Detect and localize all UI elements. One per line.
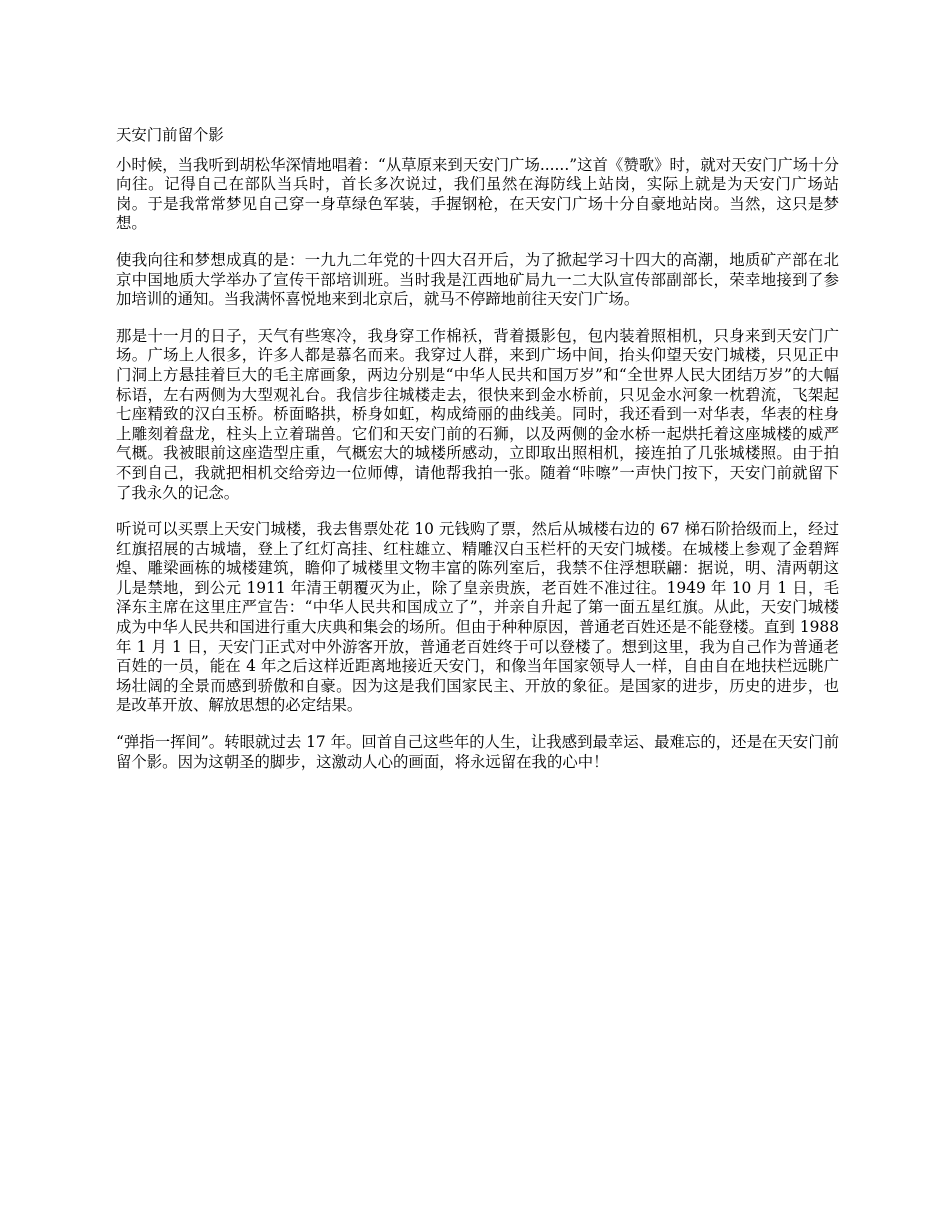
paragraph-1: 小时候，当我听到胡松华深情地唱着：“从草原来到天安门广场......”这首《赞歌》时，就对天安门广场十分向往。记得自己在部队当兵时，首长多次说过，我们虽然在海防线上站岗，实际上就是为天安门广场站岗。于是我常常梦见自己穿一身草绿色军装，手握钢枪，在天安门广场十分自豪地站岗。当然，这只是梦想。 (116, 155, 839, 233)
paragraph-4: 听说可以买票上天安门城楼，我去售票处花 10 元钱购了票，然后从城楼右边的 67 梯石阶拾级而上，经过红旗招展的古城墙，登上了红灯高挂、红柱雄立、精雕汉白玉栏杆的天安门城楼。在城楼上参观了金碧辉煌、雕梁画栋的城楼建筑，瞻仰了城楼里文物丰富的陈列室后，我禁不住浮想联翩：据说，明、清两朝这儿是禁地，到公元 1911 年清王朝覆灭为止，除了皇亲贵族，老百姓不准过往。1949 年 10 月 1 日，毛泽东主席在这里庄严宣告：“中华人民共和国成立了”，并亲自升起了第一面五星红旗。从此，天安门城楼成为中华人民共和国进行重大庆典和集会的场所。但由于种种原因，普通老百姓还是不能登楼。直到 1988 年 1 月 1 日，天安门正式对中外游客开放，普通老百姓终于可以登楼了。想到这里，我为自己作为普通老百姓的一员，能在 4 年之后这样近距离地接近天安门，和像当年国家领导人一样，自由自在地扶栏远眺广场壮阔的全景而感到骄傲和自豪。因为这是我们国家民主、开放的象征。是国家的进步，历史的进步，也是改革开放、解放思想的必定结果。 (116, 520, 839, 715)
paragraph-5: “弹指一挥间”。转眼就过去 17 年。回首自己这些年的人生，让我感到最幸运、最难忘的，还是在天安门前留个影。因为这朝圣的脚步，这激动人心的画面，将永远留在我的心中！ (116, 733, 839, 771)
paragraph-3: 那是十一月的日子，天气有些寒冷，我身穿工作棉袄，背着摄影包，包内装着照相机，只身来到天安门广场。广场上人很多，许多人都是慕名而来。我穿过人群，来到广场中间，抬头仰望天安门城楼，只见正中门洞上方悬挂着巨大的毛主席画象，两边分别是“中华人民共和国万岁”和“全世界人民大团结万岁”的大幅标语，左右两侧为大型观礼台。我信步往城楼走去，很快来到金水桥前，只见金水河象一枕碧流，飞架起七座精致的汉白玉桥。桥面略拱，桥身如虹，构成绮丽的曲线美。同时，我还看到一对华表，华表的柱身上雕刻着盘龙，柱头上立着瑞兽。它们和天安门前的石狮，以及两侧的金水桥一起烘托着这座城楼的威严气概。我被眼前这座造型庄重，气概宏大的城楼所感动，立即取出照相机，接连拍了几张城楼照。由于拍不到自己，我就把相机交给旁边一位师傅，请他帮我拍一张。随着“咔嚓”一声快门按下，天安门前就留下了我永久的记念。 (116, 326, 839, 502)
document-title: 天安门前留个影 (116, 126, 224, 144)
document-page (116, 126, 839, 789)
paragraph-2: 使我向往和梦想成真的是：一九九二年党的十四大召开后，为了掀起学习十四大的高潮，地质矿产部在北京中国地质大学举办了宣传干部培训班。当时我是江西地矿局九一二大队宣传部副部长，荣幸地接到了参加培训的通知。当我满怀喜悦地来到北京后，就马不停蹄地前往天安门广场。 (116, 250, 839, 309)
